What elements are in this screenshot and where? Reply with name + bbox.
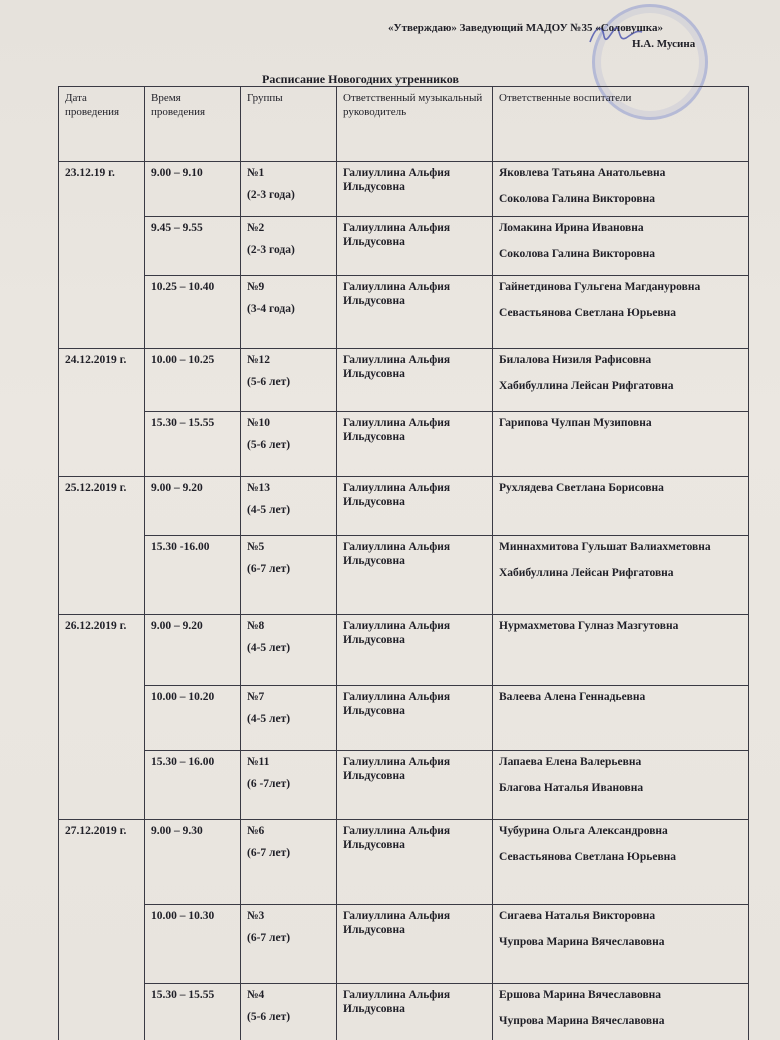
teacher-name: Гарипова Чулпан Музиповна bbox=[499, 417, 652, 429]
teacher-name: Рухлядева Светлана Борисовна bbox=[499, 482, 664, 494]
music-director-cell: Галиуллина Альфия Ильдусовна bbox=[337, 536, 493, 615]
teacher-name: Чубурина Ольга Александровна bbox=[499, 825, 668, 837]
table-row bbox=[59, 536, 749, 615]
group-number: №9 bbox=[247, 281, 265, 293]
time-cell: 9.00 – 9.10 bbox=[145, 162, 241, 217]
table-row bbox=[59, 162, 749, 217]
group-age: (2-3 года) bbox=[247, 189, 295, 201]
teachers-cell bbox=[493, 276, 749, 349]
teachers-cell bbox=[493, 905, 749, 984]
group-age: (4-5 лет) bbox=[247, 504, 291, 516]
time-cell: 15.30 – 16.00 bbox=[145, 751, 241, 820]
date-cell: 25.12.2019 г. bbox=[59, 477, 145, 615]
teacher-name: Миннахмитова Гульшат Валиахметовна bbox=[499, 541, 711, 553]
group-cell bbox=[241, 751, 337, 820]
music-director-cell: Галиуллина Альфия Ильдусовна bbox=[337, 412, 493, 477]
group-cell bbox=[241, 905, 337, 984]
teacher-name: Севастьянова Светлана Юрьевна bbox=[499, 307, 677, 319]
group-age: (6-7 лет) bbox=[247, 563, 291, 575]
group-cell bbox=[241, 276, 337, 349]
teacher-name: Хабибуллина Лейсан Рифгатовна bbox=[499, 380, 674, 392]
table-row bbox=[59, 276, 749, 349]
table-row bbox=[59, 217, 749, 276]
table-row bbox=[59, 905, 749, 984]
time-cell: 15.30 – 15.55 bbox=[145, 412, 241, 477]
time-cell: 9.00 – 9.20 bbox=[145, 615, 241, 686]
group-number: №13 bbox=[247, 482, 271, 494]
teachers-cell bbox=[493, 984, 749, 1040]
time-cell: 9.00 – 9.20 bbox=[145, 477, 241, 536]
teachers-cell bbox=[493, 615, 749, 686]
music-director-cell: Галиуллина Альфия Ильдусовна bbox=[337, 615, 493, 686]
teacher-name: Ершова Марина Вячеславовна bbox=[499, 989, 662, 1001]
time-cell: 10.00 – 10.25 bbox=[145, 349, 241, 412]
teachers-cell bbox=[493, 349, 749, 412]
group-number: №12 bbox=[247, 354, 271, 366]
group-number: №11 bbox=[247, 756, 270, 768]
teachers-cell bbox=[493, 686, 749, 751]
teachers-cell bbox=[493, 217, 749, 276]
time-cell: 15.30 – 15.55 bbox=[145, 984, 241, 1040]
teachers-cell bbox=[493, 536, 749, 615]
group-number: №4 bbox=[247, 989, 265, 1001]
teachers-cell bbox=[493, 820, 749, 905]
teacher-name: Яковлева Татьяна Анатольевна bbox=[499, 167, 666, 179]
header-teachers: Ответственные воспитатели bbox=[493, 87, 749, 162]
music-director-cell: Галиуллина Альфия Ильдусовна bbox=[337, 276, 493, 349]
music-director-cell: Галиуллина Альфия Ильдусовна bbox=[337, 820, 493, 905]
header-time: Время проведения bbox=[145, 87, 241, 162]
group-cell bbox=[241, 412, 337, 477]
approval-signer: Н.А. Мусина bbox=[632, 38, 696, 50]
teachers-cell bbox=[493, 412, 749, 477]
teacher-name: Гайнетдинова Гульгена Магдануровна bbox=[499, 281, 701, 293]
group-number: №1 bbox=[247, 167, 265, 179]
teacher-name: Лапаева Елена Валерьевна bbox=[499, 756, 642, 768]
group-age: (5-6 лет) bbox=[247, 439, 291, 451]
group-age: (4-5 лет) bbox=[247, 713, 291, 725]
music-director-cell: Галиуллина Альфия Ильдусовна bbox=[337, 905, 493, 984]
time-cell: 10.00 – 10.30 bbox=[145, 905, 241, 984]
group-age: (3-4 года) bbox=[247, 303, 295, 315]
group-age: (6-7 лет) bbox=[247, 847, 291, 859]
group-number: №2 bbox=[247, 222, 265, 234]
teacher-name: Билалова Низиля Рафисовна bbox=[499, 354, 652, 366]
teacher-name: Валеева Алена Геннадьевна bbox=[499, 691, 646, 703]
table-body bbox=[59, 162, 749, 1040]
group-number: №7 bbox=[247, 691, 265, 703]
group-number: №8 bbox=[247, 620, 265, 632]
table-row bbox=[59, 751, 749, 820]
date-cell: 27.12.2019 г. bbox=[59, 820, 145, 1040]
table-row bbox=[59, 820, 749, 905]
group-cell bbox=[241, 162, 337, 217]
group-age: (2-3 года) bbox=[247, 244, 295, 256]
group-cell bbox=[241, 820, 337, 905]
approval-line: «Утверждаю» Заведующий МАДОУ №35 «Соловушка» bbox=[388, 22, 663, 34]
time-cell: 9.00 – 9.30 bbox=[145, 820, 241, 905]
teacher-name: Нурмахметова Гулназ Мазгутовна bbox=[499, 620, 679, 632]
date-cell: 24.12.2019 г. bbox=[59, 349, 145, 477]
group-cell bbox=[241, 984, 337, 1040]
header-group: Группы bbox=[241, 87, 337, 162]
group-age: (6-7 лет) bbox=[247, 932, 291, 944]
time-cell: 9.45 – 9.55 bbox=[145, 217, 241, 276]
group-cell bbox=[241, 477, 337, 536]
time-cell: 10.25 – 10.40 bbox=[145, 276, 241, 349]
music-director-cell: Галиуллина Альфия Ильдусовна bbox=[337, 751, 493, 820]
table-row bbox=[59, 615, 749, 686]
table-row bbox=[59, 349, 749, 412]
date-cell: 26.12.2019 г. bbox=[59, 615, 145, 820]
teacher-name: Севастьянова Светлана Юрьевна bbox=[499, 851, 677, 863]
teacher-name: Чупрова Марина Вячеславовна bbox=[499, 1015, 665, 1027]
group-cell bbox=[241, 217, 337, 276]
group-cell bbox=[241, 615, 337, 686]
music-director-cell: Галиуллина Альфия Ильдусовна bbox=[337, 217, 493, 276]
music-director-cell: Галиуллина Альфия Ильдусовна bbox=[337, 477, 493, 536]
teacher-name: Чупрова Марина Вячеславовна bbox=[499, 936, 665, 948]
music-director-cell: Галиуллина Альфия Ильдусовна bbox=[337, 349, 493, 412]
music-director-cell: Галиуллина Альфия Ильдусовна bbox=[337, 984, 493, 1040]
teacher-name: Сигаева Наталья Викторовна bbox=[499, 910, 656, 922]
group-cell bbox=[241, 536, 337, 615]
teacher-name: Хабибуллина Лейсан Рифгатовна bbox=[499, 567, 674, 579]
teacher-name: Благова Наталья Ивановна bbox=[499, 782, 644, 794]
table-row bbox=[59, 686, 749, 751]
group-number: №3 bbox=[247, 910, 265, 922]
approval-block bbox=[388, 22, 696, 50]
group-age: (6 -7лет) bbox=[247, 778, 291, 790]
group-number: №10 bbox=[247, 417, 271, 429]
table-header-row bbox=[59, 87, 749, 162]
schedule-table bbox=[58, 86, 749, 1040]
teacher-name: Соколова Галина Викторовна bbox=[499, 193, 655, 205]
time-cell: 15.30 -16.00 bbox=[145, 536, 241, 615]
group-number: №5 bbox=[247, 541, 265, 553]
table-row bbox=[59, 412, 749, 477]
page-title: Расписание Новогодних утренников bbox=[262, 72, 459, 86]
group-cell bbox=[241, 349, 337, 412]
time-cell: 10.00 – 10.20 bbox=[145, 686, 241, 751]
teachers-cell bbox=[493, 477, 749, 536]
table-row bbox=[59, 984, 749, 1040]
date-cell: 23.12.19 г. bbox=[59, 162, 145, 349]
music-director-cell: Галиуллина Альфия Ильдусовна bbox=[337, 162, 493, 217]
table-row bbox=[59, 477, 749, 536]
teachers-cell bbox=[493, 751, 749, 820]
header-music-director: Ответственный музыкальный руководитель bbox=[337, 87, 493, 162]
teacher-name: Соколова Галина Викторовна bbox=[499, 248, 655, 260]
group-age: (5-6 лет) bbox=[247, 376, 291, 388]
group-age: (5-6 лет) bbox=[247, 1011, 291, 1023]
group-cell bbox=[241, 686, 337, 751]
group-age: (4-5 лет) bbox=[247, 642, 291, 654]
header-date: Дата проведения bbox=[59, 87, 145, 162]
music-director-cell: Галиуллина Альфия Ильдусовна bbox=[337, 686, 493, 751]
teachers-cell bbox=[493, 162, 749, 217]
teacher-name: Ломакина Ирина Ивановна bbox=[499, 222, 644, 234]
group-number: №6 bbox=[247, 825, 265, 837]
